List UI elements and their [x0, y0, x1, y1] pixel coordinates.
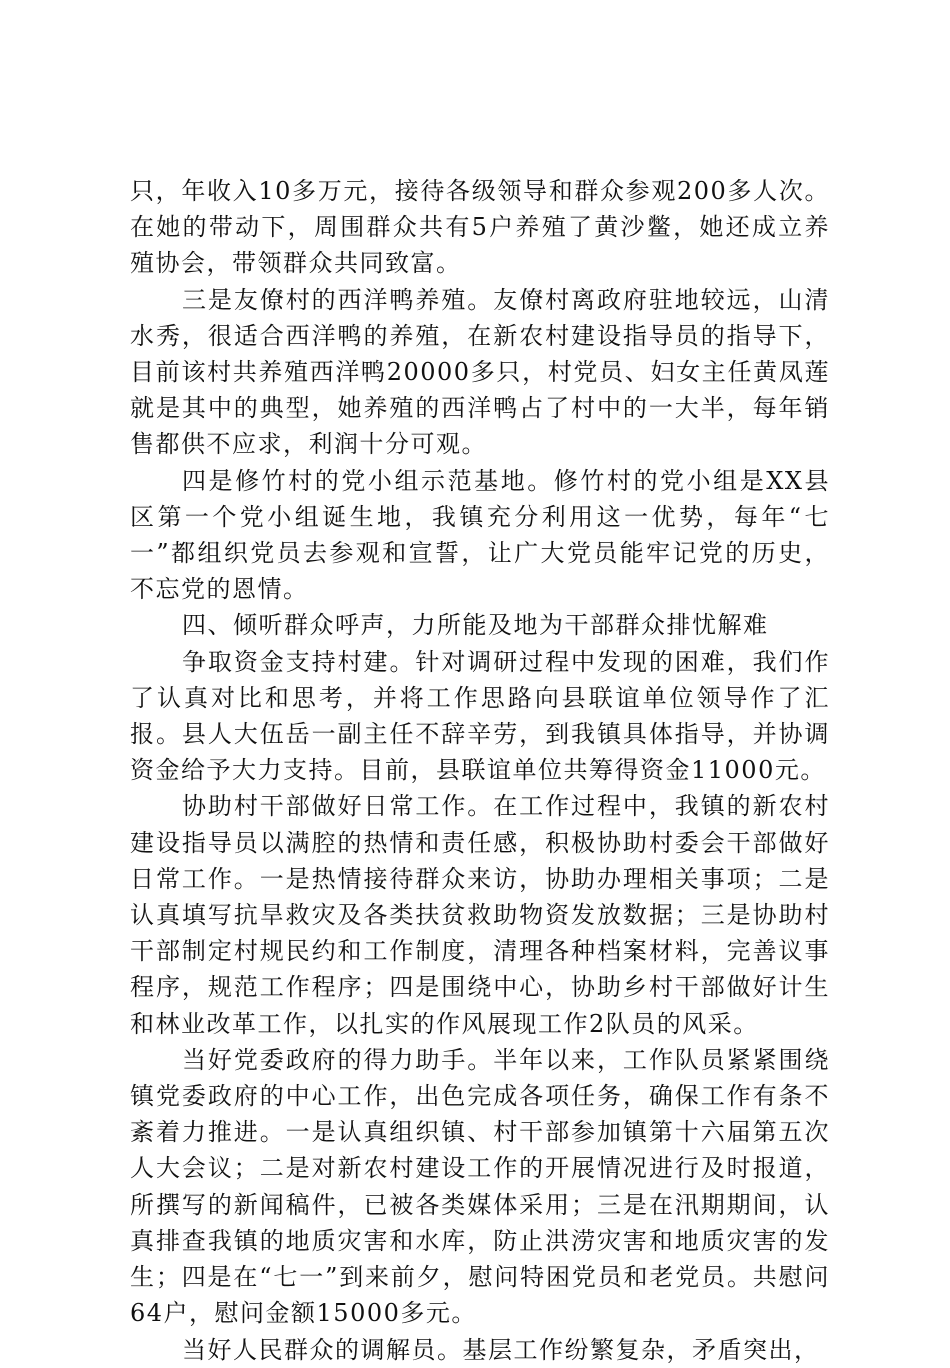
- paragraph-mediator: 当好人民群众的调解员。基层工作纷繁复杂，矛盾突出，: [182, 1335, 820, 1364]
- paragraph-continuation: 只，年收入10多万元，接待各级领导和群众参观200多人次。在她的带动下，周围群众共有5户养殖了黄沙鳖，她还成立养殖协会，带领群众共同致富。: [130, 177, 830, 278]
- paragraph-xiuzhu-village: 四是修竹村的党小组示范基地。修竹村的党小组是XX县区第一个党小组诞生地，我镇充分利用这一优势，每年“七一”都组织党员去参观和宣誓，让广大党员能牢记党的历史，不忘党的恩情。: [130, 466, 830, 604]
- section-heading-four: 四、倾听群众呼声，力所能及地为干部群众排忧解难: [182, 611, 769, 640]
- paragraph-funding-support: 争取资金支持村建。针对调研过程中发现的困难，我们作了认真对比和思考，并将工作思路向县联谊单位领导作了汇报。县人大伍岳一副主任不辞辛劳，到我镇具体指导，并协调资金给予大力支持。目前，县联谊单位共筹得资金11000元。: [130, 647, 830, 785]
- paragraph-party-assistant: 当好党委政府的得力助手。半年以来，工作队员紧紧围绕镇党委政府的中心工作，出色完成各项任务，确保工作有条不紊着力推进。一是认真组织镇、村干部参加镇第十六届第五次人大会议；二是对新农村建设工作的开展情况进行及时报道，所撰写的新闻稿件，已被各类媒体采用；三是在汛期期间，认真排查我镇的地质灾害和水库，防止洪涝灾害和地质灾害的发生；四是在“七一”到来前夕，慰问特困党员和老党员。共慰问64户，慰问金额15000多元。: [130, 1045, 830, 1328]
- paragraph-youliao-village: 三是友僚村的西洋鸭养殖。友僚村离政府驻地较远，山清水秀，很适合西洋鸭的养殖，在新农村建设指导员的指导下，目前该村共养殖西洋鸭20000多只，村党员、妇女主任黄凤莲就是其中的典型，她养殖的西洋鸭占了村中的一大半，每年销售都供不应求，利润十分可观。: [130, 285, 830, 459]
- paragraph-assist-village-cadres: 协助村干部做好日常工作。在工作过程中，我镇的新农村建设指导员以满腔的热情和责任感，积极协助村委会干部做好日常工作。一是热情接待群众来访，协助办理相关事项；二是认真填写抗旱救灾及各类扶贫救助物资发放数据；三是协助村干部制定村规民约和工作制度，清理各种档案材料，完善议事程序，规范工作程序；四是围绕中心，协助乡村干部做好计生和林业改革工作，以扎实的作风展现工作2队员的风采。: [130, 792, 830, 1038]
- document-body: [130, 173, 830, 1368]
